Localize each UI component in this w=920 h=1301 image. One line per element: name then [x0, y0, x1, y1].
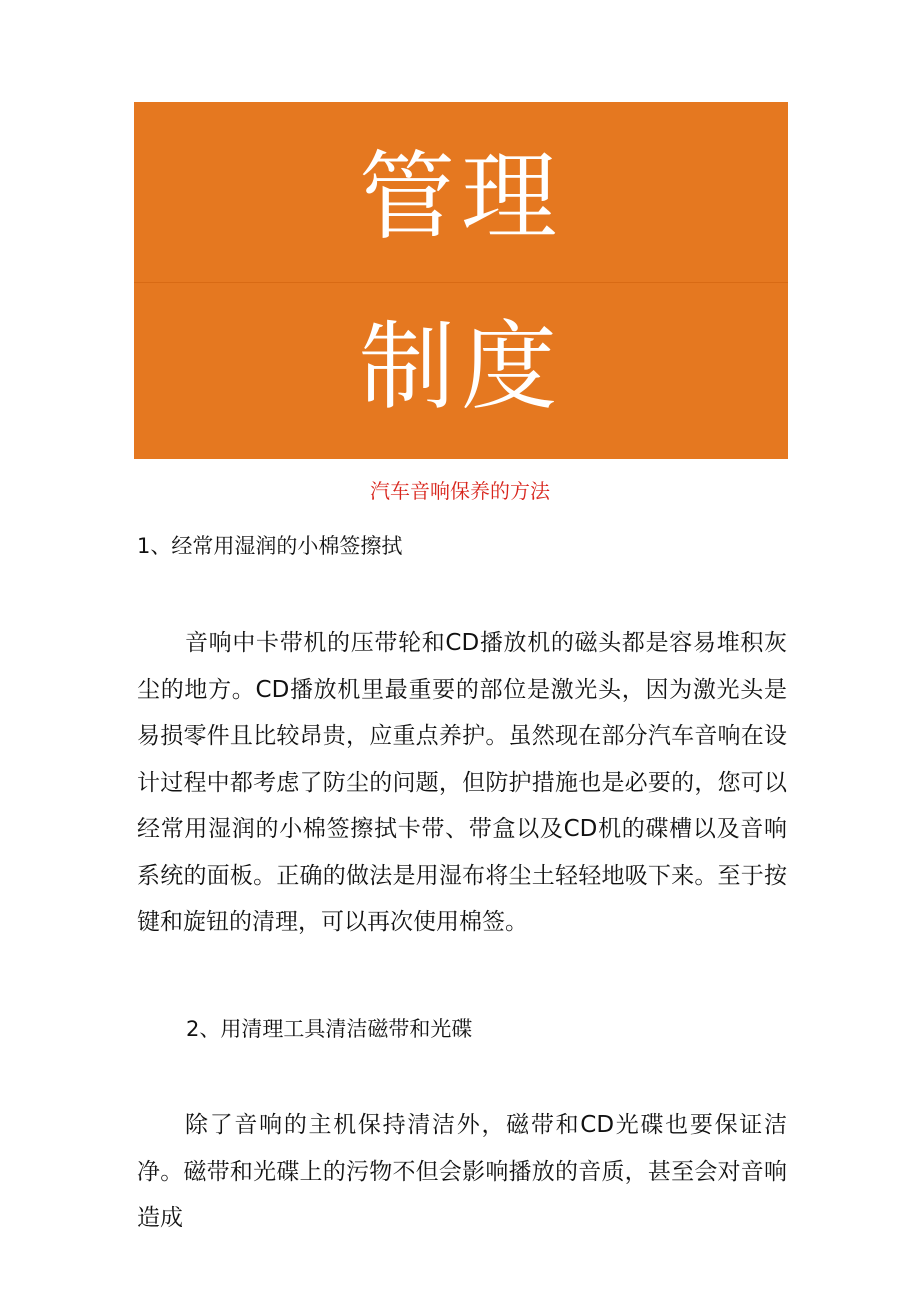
banner-divider — [134, 282, 788, 283]
section-paragraph-2: 除了音响的主机保持清洁外，磁带和CD光碟也要保证洁净。磁带和光碟上的污物不但会影响播放的音质，甚至会对音响造成 — [137, 1112, 787, 1231]
section-heading-1: 1、经常用湿润的小棉签擦拭 — [137, 534, 403, 558]
title-banner — [134, 102, 788, 459]
banner-title-line-1: 管理 — [359, 141, 563, 253]
section-heading-2: 2、用清理工具清洁磁带和光碟 — [186, 1017, 473, 1041]
banner-title-line-2: 制度 — [359, 311, 563, 423]
document-title: 汽车音响保养的方法 — [370, 479, 550, 503]
section-paragraph-1: 音响中卡带机的压带轮和CD播放机的磁头都是容易堆积灰尘的地方。CD播放机里最重要的部位是激光头，因为激光头是易损零件且比较昂贵，应重点养护。虽然现在部分汽车音响在设计过程中都考虑了防尘的问题，但防护措施也是必要的，您可以经常用湿润的小棉签擦拭卡带、带盒以及CD机的碟槽以及音响系统的面板。正确的做法是用湿布将尘土轻轻地吸下来。至于按键和旋钮的清理，可以再次使用棉签。 — [137, 630, 787, 935]
